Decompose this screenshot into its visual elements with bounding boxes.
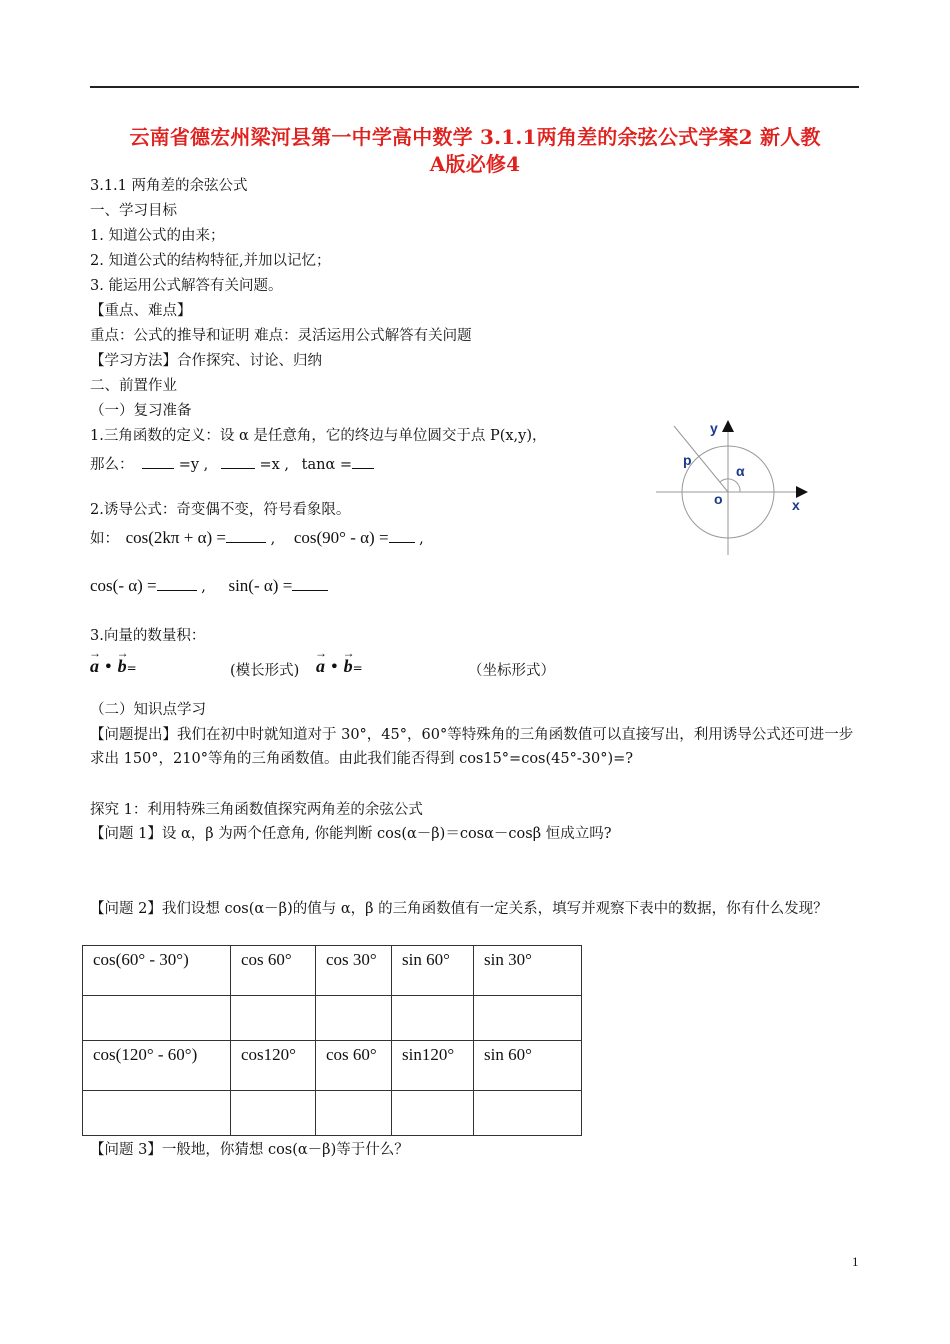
coordinate-form-label: （坐标形式） — [468, 663, 555, 679]
vector-b: → b — [344, 656, 353, 676]
vector-a: → a — [90, 656, 99, 676]
goal-1: 1. 知道公式的由来； — [90, 228, 225, 244]
title-line-1: 云南省德宏州梁河县第一中学高中数学 3.1.1两角差的余弦公式学案2 新人教 — [129, 125, 821, 149]
table-cell-empty[interactable] — [392, 996, 474, 1041]
table-cell: cos(120° - 60°) — [83, 1041, 231, 1091]
table-cell-empty[interactable] — [392, 1091, 474, 1136]
table-cell-empty[interactable] — [231, 996, 316, 1041]
table-cell-empty[interactable] — [83, 1091, 231, 1136]
origin-label: o — [714, 491, 723, 507]
knowledge-heading: （二）知识点学习 — [90, 702, 206, 718]
y-axis-label: y — [710, 420, 718, 436]
table-row — [83, 996, 582, 1041]
induction-examples-2: cos(- α) = , sin(- α) = — [90, 576, 328, 597]
blank-sin-neg — [292, 576, 328, 591]
table-cell: cos120° — [231, 1041, 316, 1091]
trig-values-table — [82, 945, 582, 1136]
cos-neg-expr: cos(- α) = — [90, 576, 157, 595]
trig-definition: 1.三角函数的定义：设 α 是任意角，它的终边与单位圆交于点 P(x,y)， — [90, 428, 547, 444]
table-cell: sin 60° — [392, 946, 474, 996]
dot-product-modulus — [90, 656, 137, 678]
eq-y: =y — [178, 457, 200, 473]
vector-a: → a — [316, 656, 325, 676]
induction-examples-1: 如： cos(2kπ + α) = , cos(90° - α) = , — [90, 528, 424, 547]
x-axis-label: x — [792, 497, 800, 513]
table-cell: cos(60° - 30°) — [83, 946, 231, 996]
goals-heading: 一、学习目标 — [90, 203, 177, 219]
point-p-label: p — [683, 452, 692, 468]
key-points-text: 重点：公式的推导和证明 难点：灵活运用公式解答有关问题 — [90, 328, 472, 344]
sin-neg-expr: sin(- α) = — [228, 576, 293, 595]
page-number: 1 — [852, 1254, 859, 1269]
table-cell-empty[interactable] — [83, 996, 231, 1041]
y-axis-arrow-icon — [722, 420, 734, 432]
modulus-form-label: (模长形式) — [230, 663, 300, 679]
alpha-label: α — [736, 463, 745, 479]
question-2: 【问题 2】我们设想 cos(α－β)的值与 α，β 的三角函数值有一定关系，填写并观察下表中的数据，你有什么发现？ — [90, 901, 828, 917]
table-cell: sin 60° — [474, 1041, 582, 1091]
table-cell-empty[interactable] — [474, 996, 582, 1041]
table-cell-empty[interactable] — [474, 1091, 582, 1136]
learning-method: 【学习方法】合作探究、讨论、归纳 — [90, 353, 322, 369]
key-points-heading: 【重点、难点】 — [90, 303, 192, 319]
blank-cos-2kpi — [226, 528, 266, 543]
such-as-label: 如： — [90, 531, 119, 547]
unit-circle-diagram — [650, 410, 820, 560]
review-heading: （一）复习准备 — [90, 403, 192, 419]
blank-cos — [221, 454, 255, 469]
dot-product-coordinate — [316, 656, 363, 678]
pre-homework-heading: 二、前置作业 — [90, 378, 177, 394]
cos-2kpi-expr: cos(2kπ + α) = — [125, 528, 227, 547]
table-cell: cos 60° — [231, 946, 316, 996]
table-cell-empty[interactable] — [316, 1091, 392, 1136]
equals-sign: = — [126, 661, 137, 675]
table-row — [83, 946, 582, 996]
induction-formula: 2.诱导公式：奇变偶不变，符号看象限。 — [90, 502, 351, 518]
question-1: 【问题 1】设 α，β 为两个任意角, 你能判断 cos(α－β)＝cosα－cosβ 恒成立吗? — [90, 826, 612, 842]
dot-symbol: • — [329, 657, 340, 676]
table-row — [83, 1041, 582, 1091]
table-cell: sin120° — [392, 1041, 474, 1091]
blank-cos-neg — [157, 576, 197, 591]
table-cell-empty[interactable] — [231, 1091, 316, 1136]
section-heading: 3.1.1 两角差的余弦公式 — [90, 178, 248, 194]
header-rule — [90, 86, 859, 88]
explore-1-heading: 探究 1：利用特殊三角函数值探究两角差的余弦公式 — [90, 802, 423, 818]
tan-label: tanα = — [301, 457, 353, 473]
table-cell: cos 60° — [316, 1041, 392, 1091]
eq-x: =x — [259, 457, 280, 473]
trig-definition-equations: 那么： =y , =x , tanα = — [90, 454, 374, 475]
then-label: 那么： — [90, 457, 134, 473]
title-line-2: A版必修4 — [429, 152, 521, 176]
equals-sign: = — [352, 661, 363, 675]
table-cell: cos 30° — [316, 946, 392, 996]
goal-2: 2. 知道公式的结构特征,并加以记忆； — [90, 253, 331, 269]
cos-90-expr: cos(90° - α) = — [293, 528, 389, 547]
table-cell-empty[interactable] — [316, 996, 392, 1041]
blank-cos-90 — [389, 528, 415, 543]
table-row — [83, 1091, 582, 1136]
question-3: 【问题 3】一般地，你猜想 cos(α－β)等于什么？ — [90, 1142, 409, 1158]
goal-3: 3. 能运用公式解答有关问题。 — [90, 278, 283, 294]
blank-sin — [142, 454, 174, 469]
table-cell: sin 30° — [474, 946, 582, 996]
vector-b: → b — [118, 656, 127, 676]
dot-symbol: • — [103, 657, 114, 676]
blank-tan — [352, 454, 374, 469]
problem-introduction: 【问题提出】我们在初中时就知道对于 30°，45°，60°等特殊角的三角函数值可以直接写出，利用诱导公式还可进一步求出 150°，210°等角的三角函数值。由此我们能否得到 cos15°=cos(45°-30°)=? — [90, 727, 854, 767]
dot-product-heading: 3.向量的数量积： — [90, 628, 206, 644]
document-title — [90, 124, 860, 178]
